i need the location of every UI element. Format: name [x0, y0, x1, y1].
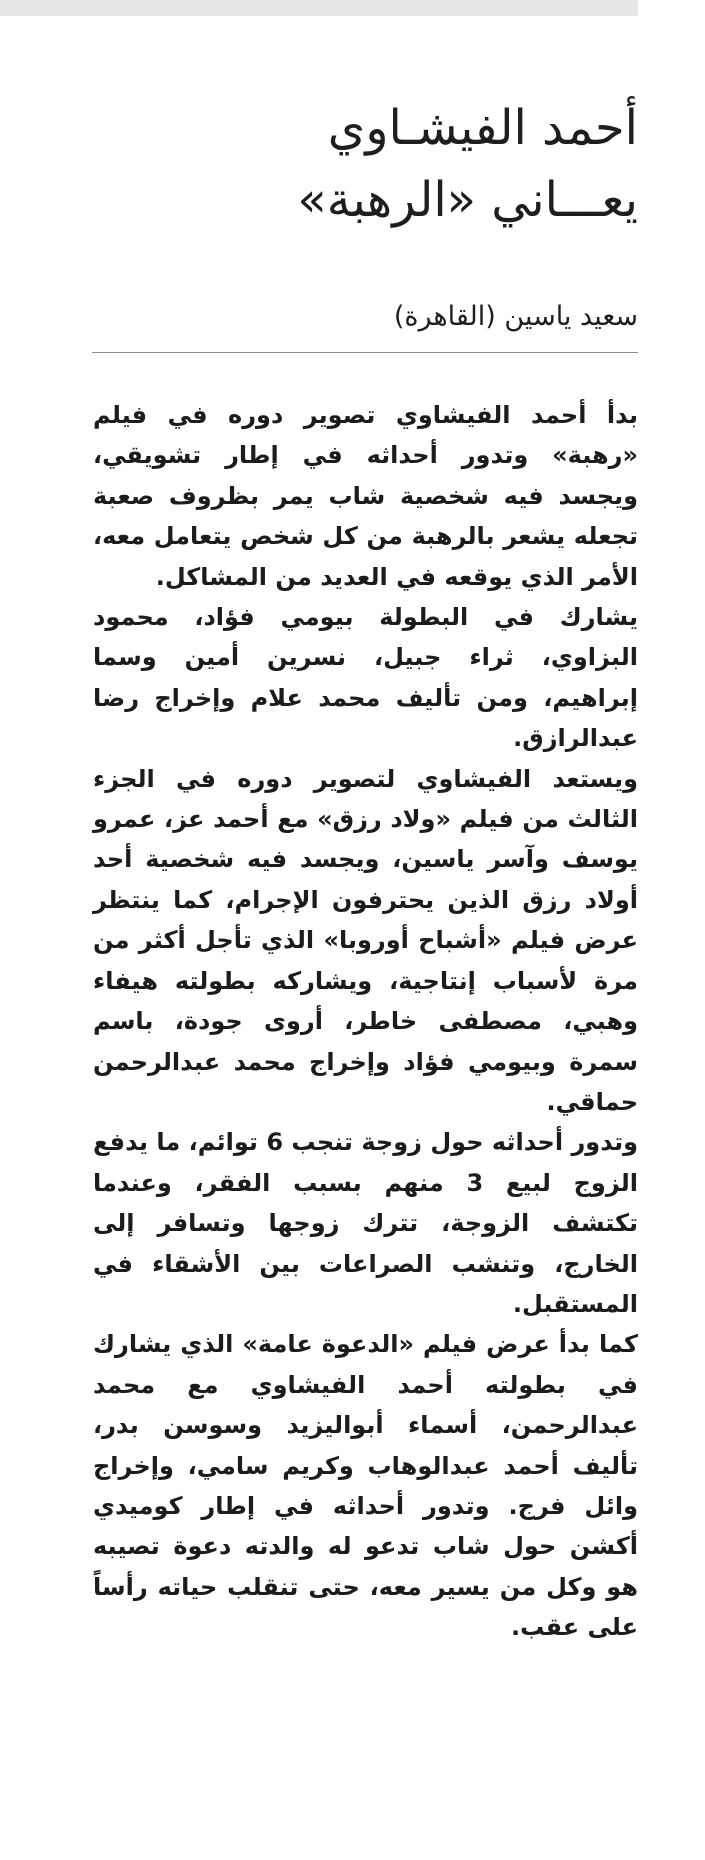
body-paragraph-3: ويستعد الفيشاوي لتصوير دوره في الجزء الثالث من فيلم «ولاد رزق» مع أحمد عز، عمرو يوسف وآسر ياسين، ويجسد فيه شخصية أحد أولاد رزق الذين يحترفون الإجرام، كما ينتظر عرض فيلم «أشباح أوروبا» الذي تأجل أكثر من مرة لأسباب إنتاجية، ويشاركه بطولته هيفاء وهبي، مصطفى خاطر، أروى جودة، باسم سمرة وبيومي فؤاد وإخراج محمد عبدالرحمن حماقي.: [93, 764, 638, 1116]
body-paragraph-2: يشارك في البطولة بيومي فؤاد، محمود البزاوي، ثراء جبيل، نسرين أمين وسما إبراهيم، ومن تأليف محمد علام وإخراج رضا عبدالرازق.: [93, 603, 638, 753]
headline-line-1: أحمد الفيشـاوي: [327, 100, 638, 156]
author-byline: سعيد ياسين (القاهرة): [393, 301, 638, 332]
headline-line-2: يعـــاني «الرهبة»: [297, 172, 638, 228]
body-paragraph-5: كما بدأ عرض فيلم «الدعوة عامة» الذي يشارك في بطولته أحمد الفيشاوي مع محمد عبدالرحمن، أسماء أبواليزيد وسوسن بدر، تأليف أحمد عبدالوهاب وكريم سامي، وإخراج وائل فرج. وتدور أحداثه في إطار كوميدي أكشن حول شاب تدعو له والدته دعوة تصيبه هو وكل من يسير معه، حتى تنقلب حياته رأساً على عقب.: [93, 1330, 638, 1642]
article-headline: [78, 92, 638, 236]
byline-divider: [92, 352, 638, 353]
body-paragraph-1: بدأ أحمد الفيشاوي تصوير دوره في فيلم «رهبة» وتدور أحداثه في إطار تشويقي، ويجسد فيه شخصية شاب يمر بظروف صعبة تجعله يشعر بالرهبة من كل شخص يتعامل معه، الأمر الذي يوقعه في العديد من المشاكل.: [93, 401, 638, 591]
article-body: [93, 395, 638, 1648]
body-paragraph-4: وتدور أحداثه حول زوجة تنجب 6 توائم، ما يدفع الزوج لبيع 3 منهم بسبب الفقر، وعندما تكتشف الزوجة، تترك زوجها وتسافر إلى الخارج، وتنشب الصراعات بين الأشقاء في المستقبل.: [93, 1128, 639, 1318]
